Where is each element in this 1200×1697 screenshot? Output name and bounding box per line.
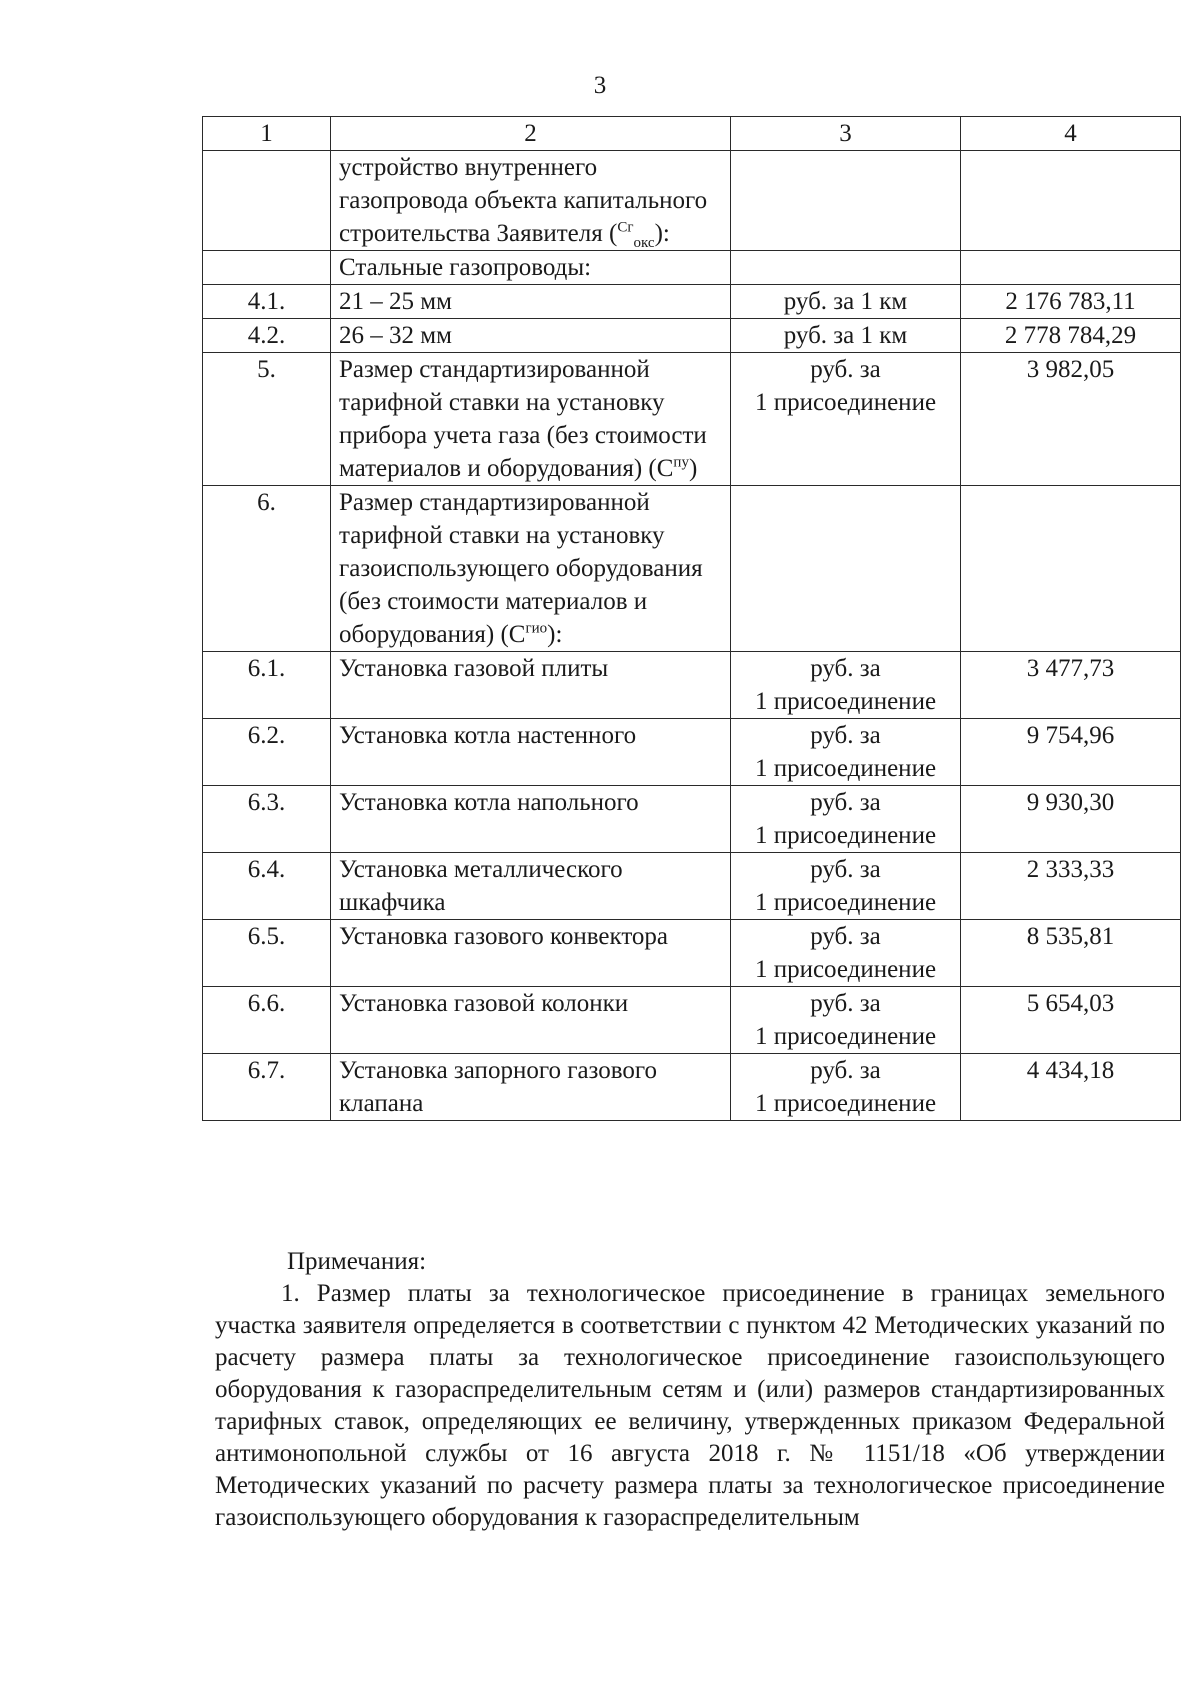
unit-line-1: руб. за <box>810 1057 881 1084</box>
row-number: 4.1. <box>203 285 331 319</box>
row-value <box>961 486 1181 652</box>
table-row <box>203 285 1181 319</box>
table-row <box>203 251 1181 285</box>
unit-line-1: руб. за 1 км <box>783 288 908 315</box>
row-description <box>331 920 731 987</box>
row-value: 4 434,18 <box>961 1054 1181 1121</box>
description-superscript: пу <box>673 454 689 471</box>
unit-line-1: руб. за <box>810 923 881 950</box>
row-description <box>331 251 731 285</box>
row-number: 5. <box>203 353 331 486</box>
row-description <box>331 285 731 319</box>
unit-line-1: руб. за <box>810 655 881 682</box>
table-row <box>203 1054 1181 1121</box>
table-row <box>203 353 1181 486</box>
row-number <box>203 251 331 285</box>
row-description <box>331 353 731 486</box>
description-text: Установка металлического шкафчика <box>339 856 623 916</box>
table-row <box>203 987 1181 1054</box>
row-number: 4.2. <box>203 319 331 353</box>
unit-line-2: 1 присоединение <box>754 755 937 782</box>
row-number: 6.2. <box>203 719 331 786</box>
table-row <box>203 719 1181 786</box>
unit-line-1: руб. за <box>810 856 881 883</box>
row-description <box>331 853 731 920</box>
description-subscript: окс <box>633 235 655 251</box>
unit-line-2: 1 присоединение <box>754 688 937 715</box>
header-col-4: 4 <box>961 117 1181 151</box>
description-text: Размер стандартизированной тарифной ставки на установку прибора учета газа (без стоимости материалов и оборудования) (С <box>339 356 707 482</box>
row-description <box>331 1054 731 1121</box>
row-unit <box>731 920 961 987</box>
table-row <box>203 486 1181 652</box>
description-text: Установка запорного газового клапана <box>339 1057 658 1117</box>
unit-line-2: 1 присоединение <box>754 822 937 849</box>
row-description <box>331 719 731 786</box>
table-row <box>203 652 1181 719</box>
table-row <box>203 319 1181 353</box>
row-unit <box>731 1054 961 1121</box>
page-number: 3 <box>593 72 607 99</box>
unit-line-2: 1 присоединение <box>754 1023 937 1050</box>
table-header-row <box>203 117 1181 151</box>
row-unit <box>731 853 961 920</box>
description-suffix: ): <box>547 621 563 648</box>
row-number: 6.7. <box>203 1054 331 1121</box>
unit-line-1: руб. за 1 км <box>783 322 908 349</box>
row-number: 6.5. <box>203 920 331 987</box>
notes-section <box>215 1246 1165 1534</box>
unit-line-2: 1 присоединение <box>754 889 937 916</box>
description-suffix: ): <box>654 220 670 247</box>
row-unit <box>731 251 961 285</box>
description-superscript: гио <box>525 620 548 637</box>
row-number: 6. <box>203 486 331 652</box>
row-description <box>331 786 731 853</box>
description-suffix: ) <box>688 455 698 482</box>
tariff-table-body <box>203 117 1181 1121</box>
row-value <box>961 151 1181 251</box>
header-col-1: 1 <box>203 117 331 151</box>
row-value: 3 477,73 <box>961 652 1181 719</box>
table-row <box>203 151 1181 251</box>
row-unit <box>731 151 961 251</box>
notes-paragraph-1: 1. Размер платы за технологическое присоединение в границах земельного участка заявителя определяется в соответствии с пунктом 42 Методических указаний по расчету размера платы за технологическое присоединение газоиспользующего оборудования к газораспределительным сетям и (или) размеров стандартизированных тарифных ставок, определяющих ее величину, утвержденных приказом Федеральной антимонопольной службы от 16 августа 2018 г. № 1151/18 «Об утверждении Методических указаний по расчету размера платы за технологическое присоединение газоиспользующего оборудования к газораспределительным <box>215 1280 1165 1531</box>
row-number: 6.6. <box>203 987 331 1054</box>
description-superscript: Сг <box>617 219 634 236</box>
header-col-2: 2 <box>331 117 731 151</box>
row-value: 2 333,33 <box>961 853 1181 920</box>
description-text: 21 – 25 мм <box>339 288 452 315</box>
row-number <box>203 151 331 251</box>
row-unit <box>731 285 961 319</box>
row-description <box>331 652 731 719</box>
table-row <box>203 920 1181 987</box>
description-text: Установка газового конвектора <box>339 923 669 950</box>
row-number: 6.4. <box>203 853 331 920</box>
row-unit <box>731 786 961 853</box>
row-unit <box>731 652 961 719</box>
notes-title: Примечания: <box>287 1248 427 1275</box>
row-unit <box>731 319 961 353</box>
table-row <box>203 853 1181 920</box>
table-row <box>203 786 1181 853</box>
description-text: Стальные газопроводы: <box>339 254 592 281</box>
description-text: Установка газовой колонки <box>339 990 629 1017</box>
unit-line-2: 1 присоединение <box>754 389 937 416</box>
row-unit <box>731 987 961 1054</box>
row-value: 5 654,03 <box>961 987 1181 1054</box>
description-text: Установка котла напольного <box>339 789 639 816</box>
row-value: 9 930,30 <box>961 786 1181 853</box>
description-text: 26 – 32 мм <box>339 322 452 349</box>
row-value: 9 754,96 <box>961 719 1181 786</box>
row-description <box>331 151 731 251</box>
unit-line-2: 1 присоединение <box>754 956 937 983</box>
row-value: 8 535,81 <box>961 920 1181 987</box>
description-text: Установка котла настенного <box>339 722 637 749</box>
tariff-table <box>202 116 1181 1121</box>
unit-line-2: 1 присоединение <box>754 1090 937 1117</box>
row-unit <box>731 486 961 652</box>
description-text: устройство внутреннего газопровода объекта капитального строительства Заявителя ( <box>339 154 708 247</box>
row-number: 6.3. <box>203 786 331 853</box>
row-value: 3 982,05 <box>961 353 1181 486</box>
description-text: Размер стандартизированной тарифной ставки на установку газоиспользующего оборудования (без стоимости материалов и оборудования) (С <box>339 489 703 648</box>
description-text: Установка газовой плиты <box>339 655 609 682</box>
row-value <box>961 251 1181 285</box>
row-number: 6.1. <box>203 652 331 719</box>
row-description <box>331 987 731 1054</box>
row-value: 2 778 784,29 <box>961 319 1181 353</box>
unit-line-1: руб. за <box>810 722 881 749</box>
unit-line-1: руб. за <box>810 789 881 816</box>
row-unit <box>731 719 961 786</box>
row-description <box>331 486 731 652</box>
header-col-3: 3 <box>731 117 961 151</box>
row-unit <box>731 353 961 486</box>
unit-line-1: руб. за <box>810 356 881 383</box>
row-value: 2 176 783,11 <box>961 285 1181 319</box>
row-description <box>331 319 731 353</box>
unit-line-1: руб. за <box>810 990 881 1017</box>
